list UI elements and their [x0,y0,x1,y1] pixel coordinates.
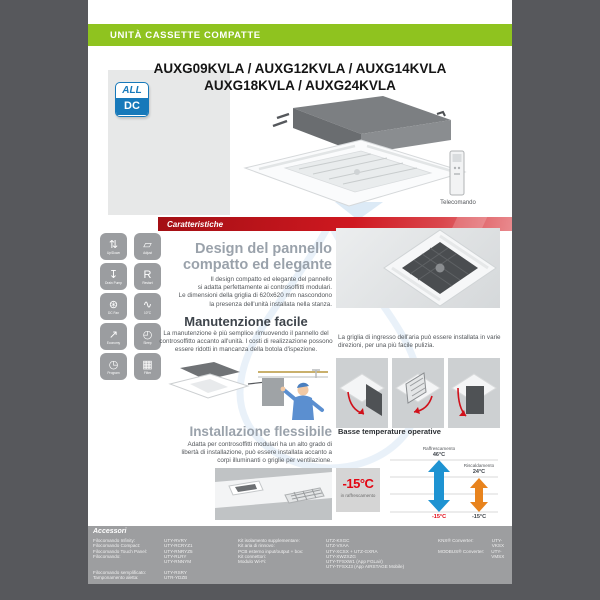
all-dc-badge-top: ALL [122,85,142,96]
grille-direction-thumb-2 [392,358,444,428]
auto-restart-icon: R Restart [134,263,161,290]
page-body [88,0,512,584]
operating-range-chart [386,446,502,530]
adjust-louvre-icon: ▱ Adjust [134,233,161,260]
accessories-column-2: Kit isolamento supplementare: UTZ-KXGC Kit aria di rinnovo: UTZ-VXAA PCB esterno input/output + box: UTY-XCSX + UTZ-GXRA Kit connettori: UTY-XWZXZG Modulo Wi-Fi: UTY-TFSXW1 (App FGLair) UTY-TFSXJ3 (App AIRSTAGE Mobile) [238,538,405,570]
grille-direction-thumb-3 [448,358,500,428]
maintenance-section-body: La manutenzione è più semplice rimuovendo il pannello del controsoffitto accanto all'unità. I costi di realizzazione possono essere ridotti in mancanza della botola d'ispezione. [159,330,333,354]
maintenance-section-title: Manutenzione facile [184,314,308,329]
maintenance-side-note: La griglia di ingresso dell'aria può essere installata in varie direzioni, per una più facile pulizia. [338,334,501,350]
drain-pump-icon: ↧ Drain Pump [100,263,127,290]
maintenance-illustration [162,358,332,428]
accessories-heading: Accessori [93,528,127,535]
sleep-timer-icon: ◴ Sleep [134,323,161,350]
remote-control-photo [449,150,465,196]
heating-min-label: -15°C [471,514,487,520]
grille-photo [336,228,500,308]
category-label: UNITÀ CASSETTE COMPATTE [110,29,261,41]
design-section-body: Il design compatto ed elegante del pannello si adatta perfettamente ai controsoffitti modulari. Le dimensioni della griglia di 620x620 mm nascondono la presenza dell'unità installata nella stanza. [178,276,332,308]
grille-direction-thumb-1 [336,358,388,428]
installation-section-body: Adatta per controsoffitti modulari ha un alto grado di libertà di installazione, può essere installata accanto a corpi illuminanti o griglie per ventilazione. [181,441,332,465]
cooling-min-label: -15°C [431,514,447,520]
lowtemp-highlight-box [336,468,380,512]
heating-max-label: 24°C [472,469,486,475]
features-bar-label: Caratteristiche [167,219,224,229]
cooling-range-arrow [428,460,450,512]
accessories-footer [88,526,512,584]
heat-10c-icon: ∿ 10°C [134,293,161,320]
all-dc-badge [115,82,149,117]
model-title-line1: AUXG09KVLA / AUXG12KVLA / AUXG14KVLA [153,61,447,76]
program-timer-icon: ◷ Program [100,353,127,380]
economy-icon: ↗ Economy [100,323,127,350]
filter-icon: ▦ Filter [134,353,161,380]
cooling-series-label: Raffrescamento [422,446,456,451]
installation-section-title: Installazione flessibile [189,424,332,439]
category-bar [88,24,512,46]
lowtemp-value: -15°C [342,476,374,491]
design-section-title: Design del pannello compatto ed elegante [182,241,332,273]
lowtemp-section-title: Basse temperature operative [338,427,441,436]
dc-fan-icon: ⊛ DC Fan [100,293,127,320]
installation-photo [215,468,332,520]
cooling-max-label: 46°C [432,451,446,458]
accessories-column-3: KNX® Converter: UTY-VKSX MODBUS® Converter: UTY-VMSX [438,538,505,559]
swing-updown-icon: ⇅ Up/Down [100,233,127,260]
model-title-line2: AUXG18KVLA / AUXG24KVLA [204,78,396,93]
lowtemp-caption: in raffrescamento [340,493,376,498]
heating-range-arrow [470,478,488,512]
all-dc-badge-bottom: DC [116,98,148,115]
accessories-column-1: Filocomando Infinity: UTY-RVRY Filocomando Compact: UTY-RCRYZ1 Filocomando Touch Panel: UTY-RNRYZ5 Filocomando: UTY-RLRY UTY-RNNYM Filocomando semplificato: UTY-RSRY Tamponamento aletta: UTR-YDZB [93,538,193,581]
heating-series-label: Riscaldamento [463,463,495,468]
model-title [88,60,512,94]
remote-label: Telecomando [440,200,476,206]
